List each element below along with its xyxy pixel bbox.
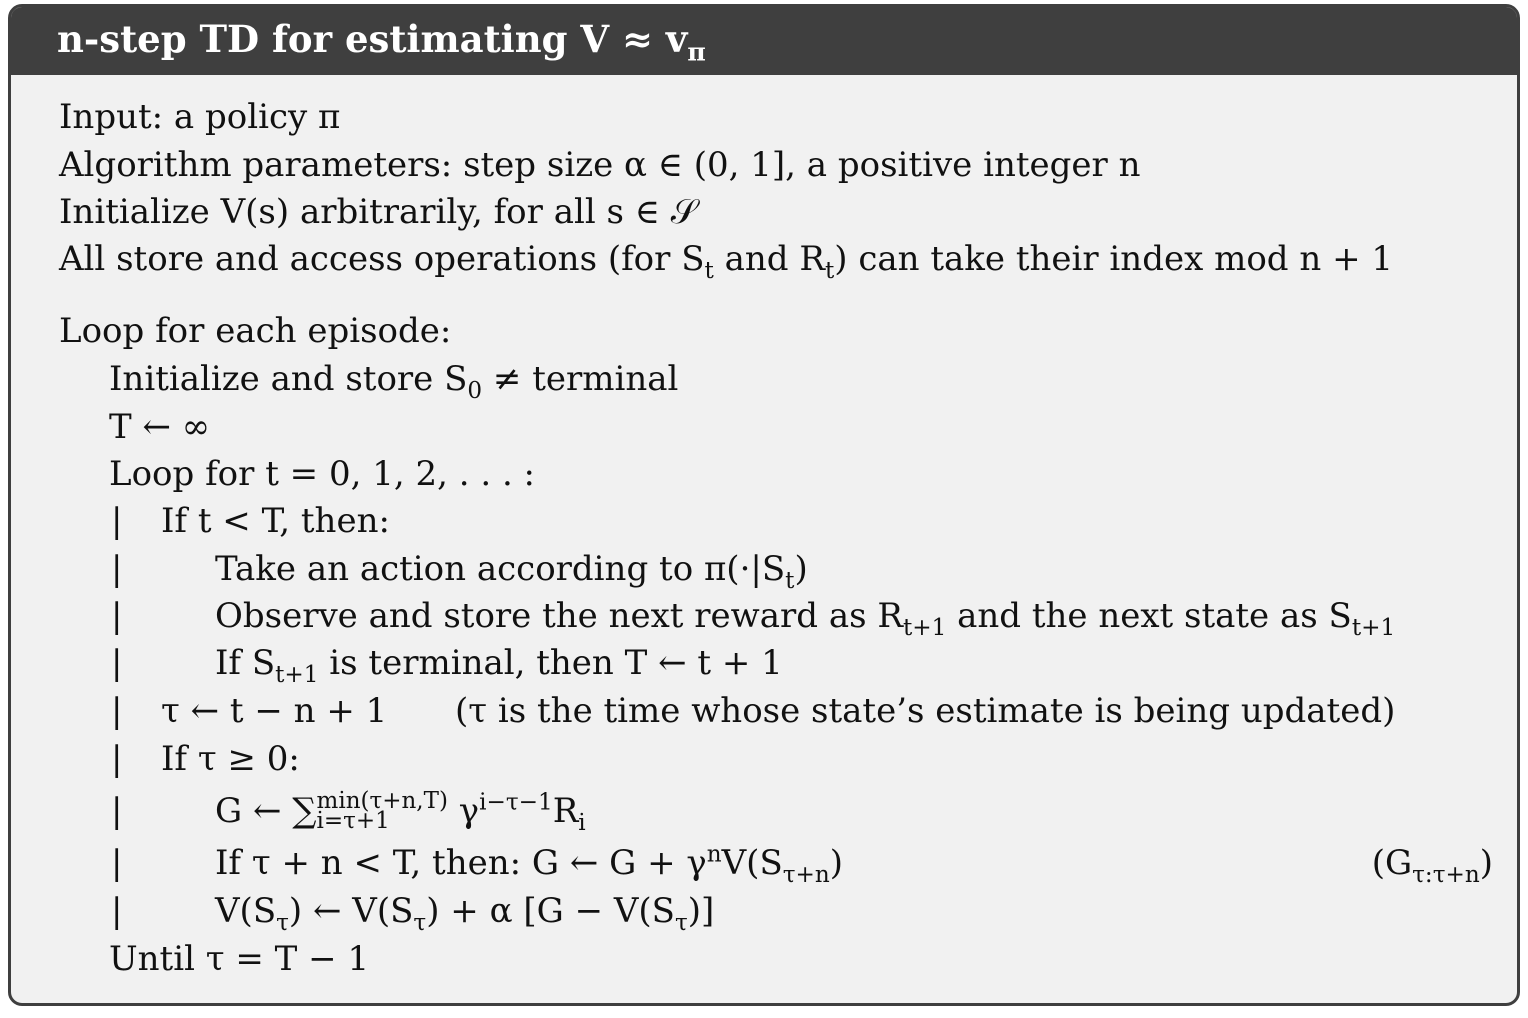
bar-9: | [111,891,123,931]
bar-5: | [111,691,123,731]
G-bootstrap-text-a: If τ + n < T, then: G ← G + γ [215,843,707,883]
tag-sub: τ:τ+n [1412,861,1480,888]
bar-2: | [111,549,123,589]
update-text-a: V(S [215,891,277,931]
take-action-text-b: ) [794,549,808,589]
if-terminal-text-b: is terminal, then T ← t + 1 [318,643,783,683]
observe-sub-2: t+1 [1351,614,1396,641]
init-v-line: Initialize V(s) arbitrarily, for all s ∈ 𝒮 [59,192,698,232]
bar-7: | [111,791,123,831]
if-t-line: If t < T, then: [161,501,390,541]
take-action-text-a: Take an action according to π(·|S [215,549,786,589]
G-sum-upper: min(τ+n,T) [316,788,448,814]
algorithm-box [8,4,1520,1006]
T-infinity-line: T ← ∞ [109,407,211,447]
update-text-b: ) ← V(S [288,891,414,931]
if-terminal-text-a: If S [215,643,276,683]
bar-3: | [111,596,123,636]
update-sub-2: τ [413,909,427,936]
G-sum-line [215,788,586,836]
observe-text-b: and the next state as S [946,596,1352,636]
store-text-b: and R [713,239,825,279]
G-R: R [552,791,579,831]
G-bootstrap-text-c: ) [829,843,844,883]
init-state-text-a: Initialize and store S [109,359,468,399]
store-access-line [59,237,1393,284]
observe-line [215,594,1396,641]
update-line [215,889,715,936]
params-line: Algorithm parameters: step size α ∈ (0, 1], a positive integer n [59,145,1141,185]
store-text-c: ) can take their index mod n + 1 [834,239,1393,279]
bar-1: | [111,501,123,541]
G-bootstrap-line [215,841,844,888]
take-action-sub: t [785,567,795,594]
if-terminal-line [215,641,783,688]
G-gamma-exp: i−τ−1 [479,789,553,816]
init-state-sub: 0 [467,377,483,404]
G-sum-lower: i=τ+1 [316,808,390,834]
algorithm-title [11,7,1517,75]
G-sum-limits [316,788,448,834]
until-line: Until τ = T − 1 [109,939,370,979]
update-text-c: ) + α [G − V(S [426,891,675,931]
observe-sub-1: t+1 [902,614,947,641]
G-bootstrap-sub: τ+n [782,861,830,888]
bar-6: | [111,739,123,779]
update-sub-1: τ [276,909,289,936]
bar-4: | [111,643,123,683]
title-subscript: π [687,36,706,67]
if-terminal-sub: t+1 [275,661,319,688]
update-text-d: )] [687,891,715,931]
store-text-a: All store and access operations (for S [59,239,705,279]
G-sum-text: G ← ∑ [215,791,317,831]
G-gamma: γ [447,791,480,831]
G-bootstrap-exp: n [706,841,722,868]
loop-episode-line: Loop for each episode: [59,311,452,351]
take-action-line [215,547,808,594]
store-sub-1: t [704,257,714,284]
bar-8: | [111,843,123,883]
equation-tag [1371,841,1493,888]
if-tau-line: If τ ≥ 0: [161,739,300,779]
loop-t-line: Loop for t = 0, 1, 2, . . . : [109,454,536,494]
tag-text-a: (G [1371,843,1413,883]
G-R-sub: i [578,809,586,836]
tau-note: (τ is the time whose state’s estimate is being updated) [455,691,1396,731]
title-text: n-step TD for estimating V ≈ v [57,17,688,61]
init-state-text-b: ≠ terminal [482,359,679,399]
G-bootstrap-text-b: V(S [721,843,783,883]
store-sub-2: t [824,257,835,284]
update-sub-3: τ [674,909,688,936]
input-line: Input: a policy π [59,97,341,137]
tau-line: τ ← t − n + 1 [161,691,388,731]
init-state-line [109,357,679,404]
tag-text-b: ) [1479,843,1493,883]
observe-text-a: Observe and store the next reward as R [215,596,903,636]
